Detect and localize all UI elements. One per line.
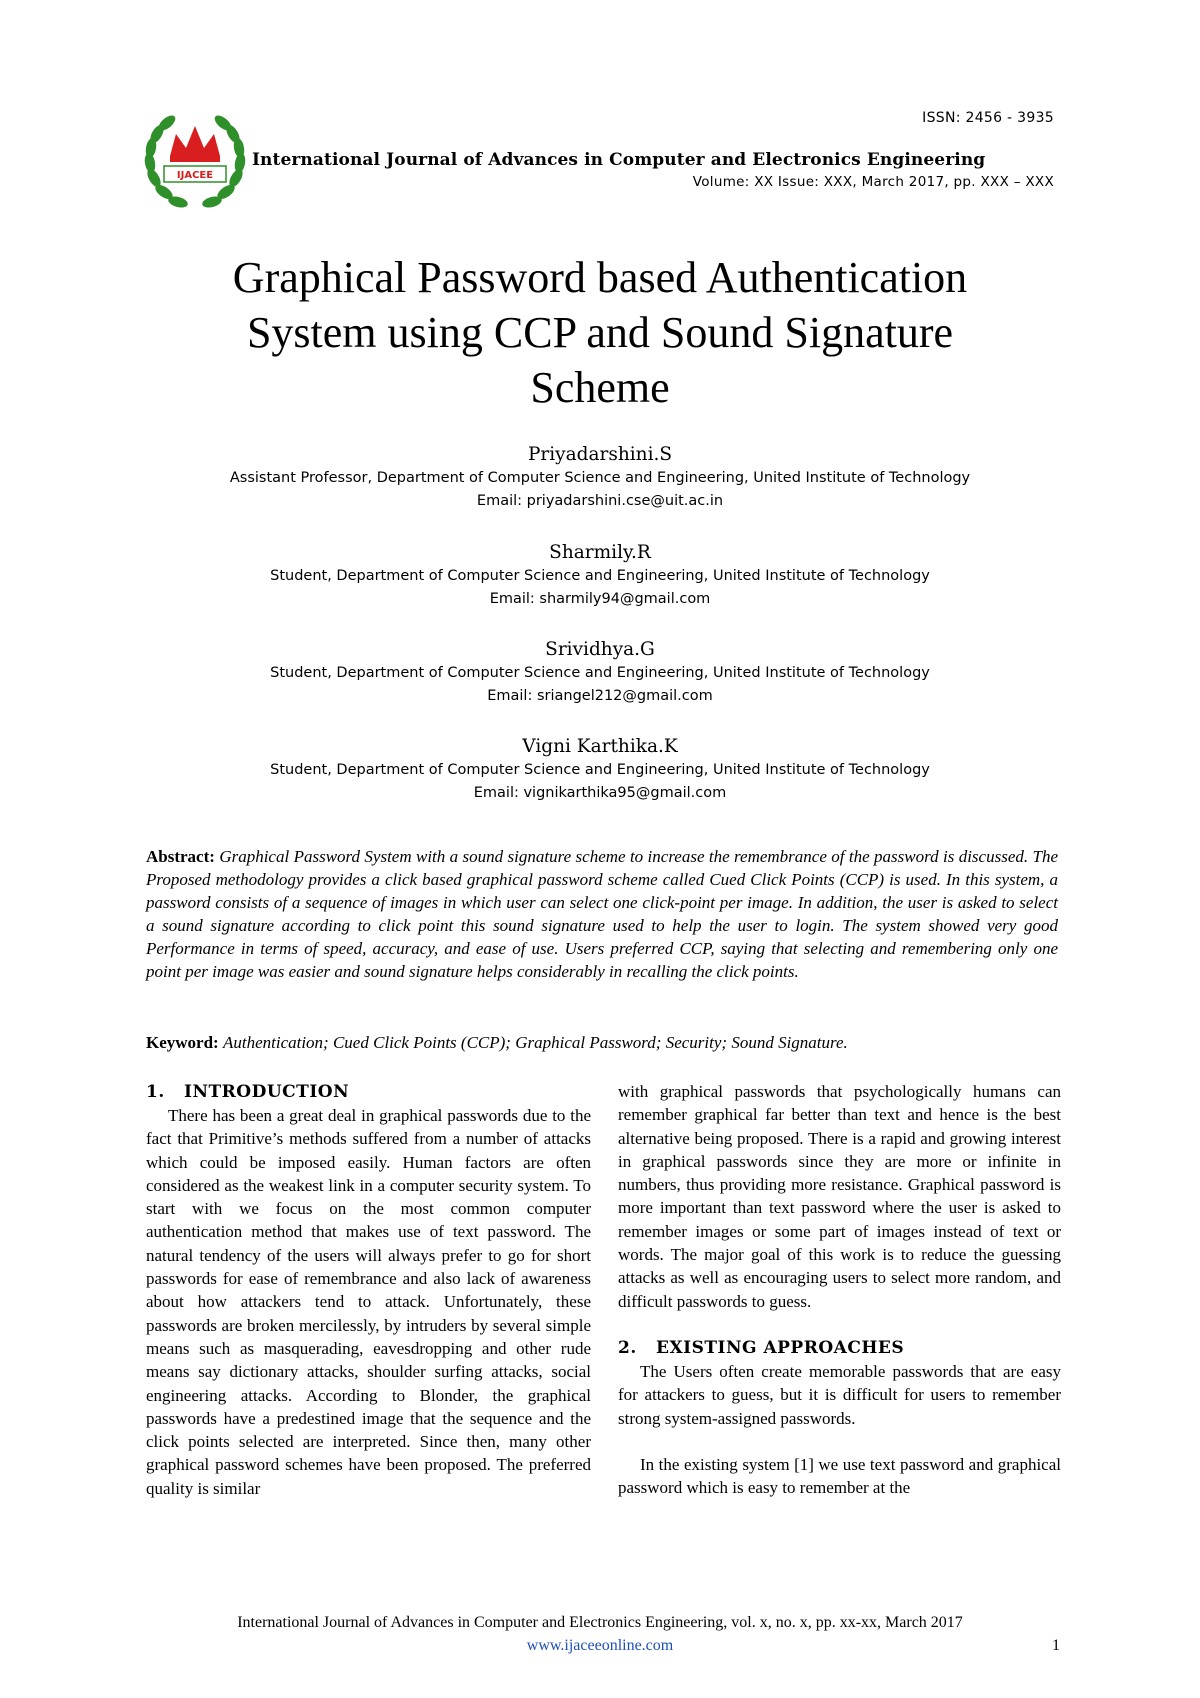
author-name: Vigni Karthika.K: [522, 736, 678, 757]
laurel-crown-icon: [140, 108, 250, 212]
author-name: Sharmily.R: [549, 542, 651, 563]
author-affiliation: Student, Department of Computer Science and Engineering, United Institute of Technology: [270, 762, 930, 778]
left-column: [146, 1080, 591, 1500]
author-email: Email: sharmily94@gmail.com: [489, 591, 711, 607]
title-line: Graphical Password based Authentication: [232, 253, 968, 302]
author-email: Email: priyadarshini.cse@uit.ac.in: [476, 493, 724, 509]
paragraph: In the existing system [1] we use text password and graphical password which is easy to remember at the: [618, 1454, 1061, 1498]
author-affiliation: Assistant Professor, Department of Computer Science and Engineering, United Institute of Technology: [229, 470, 971, 486]
paragraph: The Users often create memorable passwords that are easy for attackers to guess, but it is difficult for users to remember strong system-assigned passwords.: [618, 1361, 1061, 1428]
keywords-label: Keyword:: [146, 1033, 219, 1052]
title-line: Scheme: [530, 363, 670, 412]
section-number: 2.: [618, 1337, 637, 1358]
author-block: [100, 541, 1100, 611]
section-number: 1.: [146, 1082, 165, 1102]
right-column: [618, 1080, 1061, 1499]
section-title: INTRODUCTION: [184, 1082, 350, 1102]
author-email: Email: vignikarthika95@gmail.com: [473, 785, 727, 801]
paragraph: with graphical passwords that psychologically humans can remember graphical far better than text and hence is the best alternative being proposed. There is a rapid and growing interest in graphical passwords since they are more or infinite in numbers, thus providing more resistance. Graphical password is more important than text password where the user is asked to remember images or some part of images instead of text or words. The major goal of this work is to reduce the guessing attacks as well as encouraging users to select more random, and difficult passwords to guess.: [618, 1082, 1061, 1311]
author-affiliation: Student, Department of Computer Science and Engineering, United Institute of Technology: [270, 665, 930, 681]
author-email: Email: sriangel212@gmail.com: [487, 688, 713, 704]
author-block: [100, 443, 1100, 513]
title-line: System using CCP and Sound Signature: [246, 308, 954, 357]
issn: ISSN: 2456 - 3935: [922, 110, 1054, 126]
footer-reference: International Journal of Advances in Computer and Electronics Engineering, vol. x, no. x, pp. xx-xx, March 2017: [237, 1614, 963, 1631]
section-heading-introduction: [146, 1080, 591, 1104]
paper-title: [100, 250, 1100, 415]
keywords-text: Authentication; Cued Click Points (CCP); Graphical Password; Security; Sound Signature.: [222, 1033, 848, 1052]
author-block: [100, 735, 1100, 805]
author-name: Priyadarshini.S: [527, 444, 673, 465]
abstract-text: Graphical Password System with a sound signature scheme to increase the remembrance of the password is discussed. The Proposed methodology provides a click based graphical password scheme called Cued Click Points (CCP) is used. In this system, a password consists of a sequence of images in which user can select one click-point per image. In addition, the user is asked to select a sound signature according to click point this sound signature used to help the user to login. The system showed very good Performance in terms of speed, accuracy, and ease of use. Users preferred CCP, saying that selecting and remembering only one point per image was easier and sound signature helps considerably in recalling the click points.: [146, 847, 1059, 981]
volume-line: Volume: XX Issue: XXX, March 2017, pp. XXX – XXX: [692, 174, 1054, 190]
journal-name: International Journal of Advances in Computer and Electronics Engineering: [252, 150, 986, 170]
logo-text: IJACEE: [176, 170, 214, 181]
abstract-label: Abstract:: [146, 847, 215, 866]
section-heading-existing-approaches: [618, 1336, 1061, 1360]
abstract: [146, 845, 1058, 983]
author-block: [100, 638, 1100, 708]
paragraph: There has been a great deal in graphical passwords due to the fact that Primitive’s methods suffered from a number of attacks which could be imposed easily. Human factors are often considered as the weakest link in a computer security system. To start with we focus on the most common computer authentication method that makes use of text password. The natural tendency of the users will always prefer to go for short passwords for ease of remembrance and also lack of awareness about how attackers tend to attack. Unfortunately, these passwords are broken mercilessly, by intruders by several simple means such as masquerading, eavesdropping and other rude means say dictionary attacks, shoulder surfing attacks, social engineering attacks. According to Blonder, the graphical passwords have a predestined image that the sequence and the click points selected are interpreted. Since then, many other graphical password schemes have been proposed. The preferred quality is similar: [146, 1106, 591, 1498]
author-affiliation: Student, Department of Computer Science and Engineering, United Institute of Technology: [270, 568, 930, 584]
author-name: Srividhya.G: [545, 639, 655, 660]
keywords: [146, 1031, 1058, 1054]
page-number: 1: [1052, 1637, 1060, 1654]
footer-url-link[interactable]: www.ijaceeonline.com: [526, 1637, 674, 1654]
journal-logo: [140, 108, 250, 212]
section-title: EXISTING APPROACHES: [656, 1337, 905, 1358]
